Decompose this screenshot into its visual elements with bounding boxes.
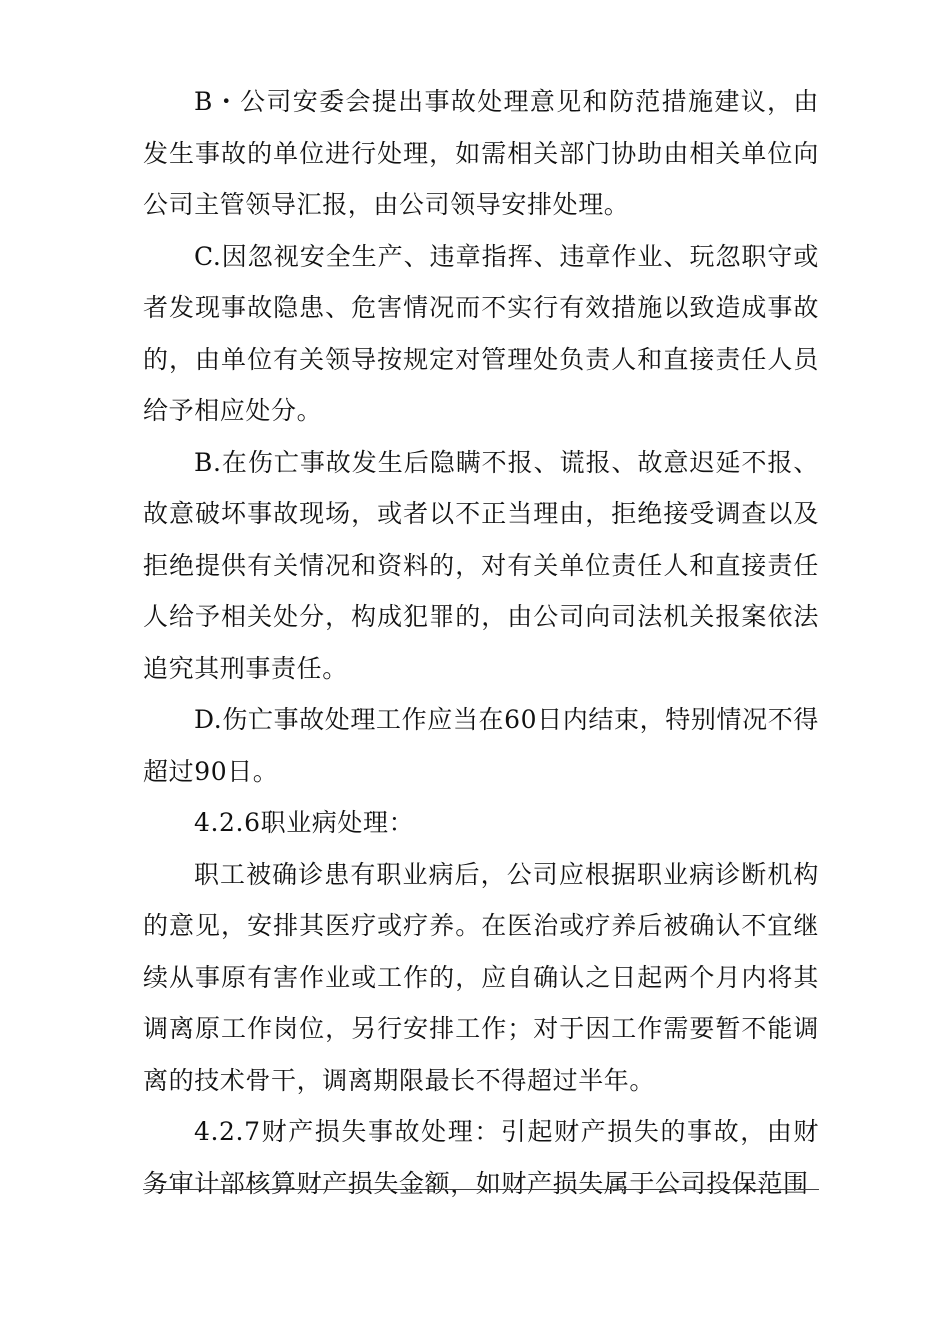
paragraph-c-negligence-penalty: C.因忽视安全生产、违章指挥、违章作业、玩忽职守或者发现事故隐患、危害情况而不实行有效措施以致造成事故的，由单位有关领导按规定对管理处负责人和直接责任人员给予相应处分。	[143, 241, 819, 425]
paragraph-occupational-disease: 职工被确诊患有职业病后，公司应根据职业病诊断机构的意见，安排其医疗或疗养。在医治或疗养后被确认不宜继续从事原有害作业或工作的，应自确认之日起两个月内将其调离原工作岗位，另行安排工作；对于因工作需要暂不能调离的技术骨干，调离期限最长不得超过半年。	[143, 859, 819, 1095]
body-text	[143, 76, 819, 1209]
paragraph-b-accident-handling: B・公司安委会提出事故处理意见和防范措施建议，由发生事故的单位进行处理，如需相关部门协助由相关单位向公司主管领导汇报，由公司领导安排处理。	[143, 87, 819, 219]
heading-occupational-disease: 4.2.6职业病处理：	[194, 808, 415, 837]
paragraph-b-concealment-penalty: B.在伤亡事故发生后隐瞒不报、谎报、故意迟延不报、故意破坏事故现场，或者以不正当理由，拒绝接受调查以及拒绝提供有关情况和资料的，对有关单位责任人和直接责任人给予相关处分，构成犯罪的，由公司向司法机关报案依法追究其刑事责任。	[143, 447, 819, 683]
paragraph-d-deadline: D.伤亡事故处理工作应当在60日内结束，特别情况不得超过90日。	[143, 705, 819, 786]
footer-divider	[143, 1189, 819, 1190]
paragraph-property-loss: 4.2.7财产损失事故处理：引起财产损失的事故，由财务审计部核算财产损失金额，如财产损失属于公司投保范围	[143, 1117, 819, 1198]
